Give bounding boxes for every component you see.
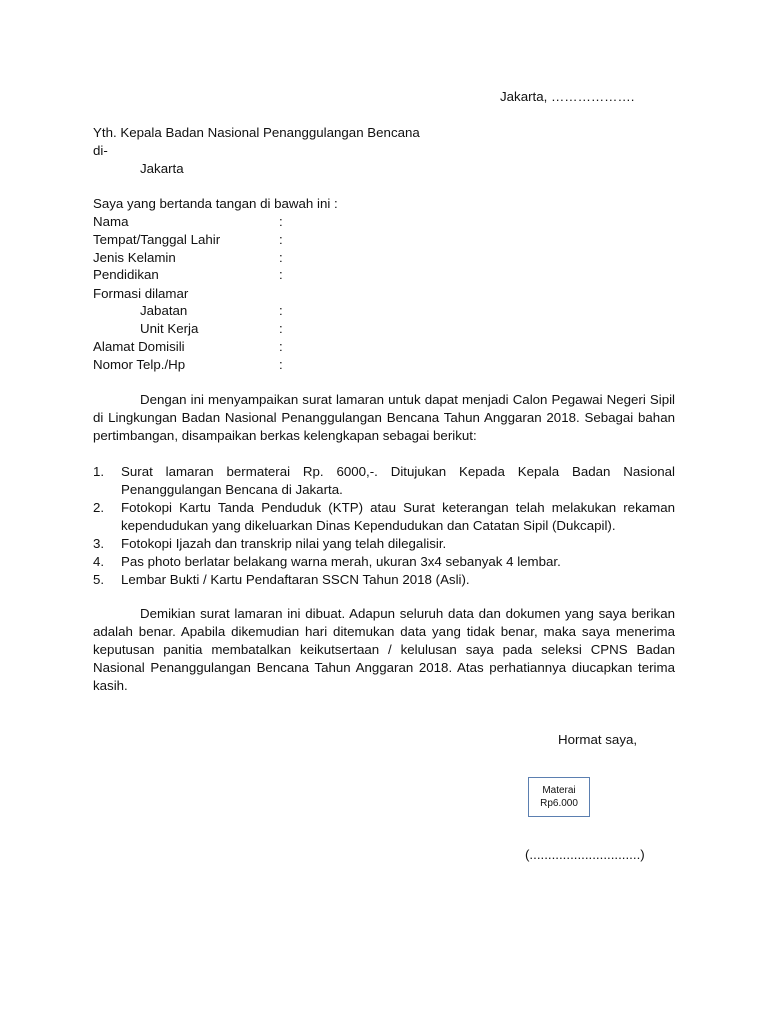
list-item	[93, 535, 675, 553]
field-label-jabatan: Jabatan	[140, 303, 188, 318]
signature-line: (..............................)	[525, 847, 645, 862]
paragraph-intro	[93, 391, 675, 445]
list-number: 4.	[93, 554, 105, 569]
field-label-formasi-dilamar: Formasi dilamar	[93, 286, 189, 301]
field-label-alamat-domisili: Alamat Domisili	[93, 339, 185, 354]
field-colon: :	[279, 232, 283, 247]
field-colon: :	[279, 267, 283, 282]
attachment-list	[93, 463, 675, 589]
field-label-tempat-tanggal-lahir: Tempat/Tanggal Lahir	[93, 232, 221, 247]
place-date: Jakarta, ……………….	[500, 89, 635, 104]
list-number: 1.	[93, 464, 105, 479]
paragraph-intro-text: Dengan ini menyampaikan surat lamaran untuk dapat menjadi Calon Pegawai Negeri Sipil di Lingkungan Badan Nasional Penanggulangan Bencana Tahun Anggaran 2018. Sebagai bahan pertimbangan, disampaikan berkas kelengkapan sebagai berikut:	[93, 392, 675, 443]
paragraph-closing	[93, 605, 675, 695]
field-colon: :	[279, 339, 283, 354]
list-text: Fotokopi Ijazah dan transkrip nilai yang telah dilegalisir.	[121, 536, 447, 551]
list-item	[93, 463, 675, 499]
list-item	[93, 553, 675, 571]
recipient-title: Yth. Kepala Badan Nasional Penanggulangan Bencana	[93, 125, 420, 140]
recipient-city: Jakarta	[140, 161, 184, 176]
stamp-label: Materai	[542, 785, 576, 796]
recipient-di: di-	[93, 143, 108, 158]
list-text: Fotokopi Kartu Tanda Penduduk (KTP) atau Surat keterangan telah melakukan rekaman kependudukan yang dikeluarkan Dinas Kependudukan dan Catatan Sipil (Dukcapil).	[121, 500, 675, 533]
field-label-nomor-telp: Nomor Telp./Hp	[93, 357, 186, 372]
field-label-pendidikan: Pendidikan	[93, 267, 159, 282]
field-colon: :	[279, 357, 283, 372]
intro-text: Saya yang bertanda tangan di bawah ini :	[93, 196, 338, 211]
list-item	[93, 499, 675, 535]
paragraph-closing-text: Demikian surat lamaran ini dibuat. Adapun seluruh data dan dokumen yang saya berikan adalah benar. Apabila dikemudian hari ditemukan data yang tidak benar, maka saya menerima keputusan panitia membatalkan keikutsertaan / kelulusan saya pada seleksi CPNS Badan Nasional Penanggulangan Bencana Tahun Anggaran 2018. Atas perhatiannya diucapkan terima kasih.	[93, 606, 675, 693]
field-colon: :	[279, 214, 283, 229]
field-colon: :	[279, 250, 283, 265]
field-label-nama: Nama	[93, 214, 129, 229]
field-label-jenis-kelamin: Jenis Kelamin	[93, 250, 176, 265]
closing-salutation: Hormat saya,	[558, 732, 638, 747]
stamp-amount: Rp6.000	[540, 798, 578, 809]
field-colon: :	[279, 321, 283, 336]
list-number: 2.	[93, 500, 105, 515]
list-text: Lembar Bukti / Kartu Pendaftaran SSCN Tahun 2018 (Asli).	[121, 572, 470, 587]
list-text: Surat lamaran bermaterai Rp. 6000,-. Ditujukan Kepada Kepala Badan Nasional Penanggulangan Bencana di Jakarta.	[121, 464, 675, 497]
list-number: 5.	[93, 572, 105, 587]
list-number: 3.	[93, 536, 105, 551]
field-label-unit-kerja: Unit Kerja	[140, 321, 199, 336]
field-colon: :	[279, 303, 283, 318]
list-item	[93, 571, 675, 589]
list-text: Pas photo berlatar belakang warna merah, ukuran 3x4 sebanyak 4 lembar.	[121, 554, 561, 569]
stamp-box	[528, 777, 590, 817]
